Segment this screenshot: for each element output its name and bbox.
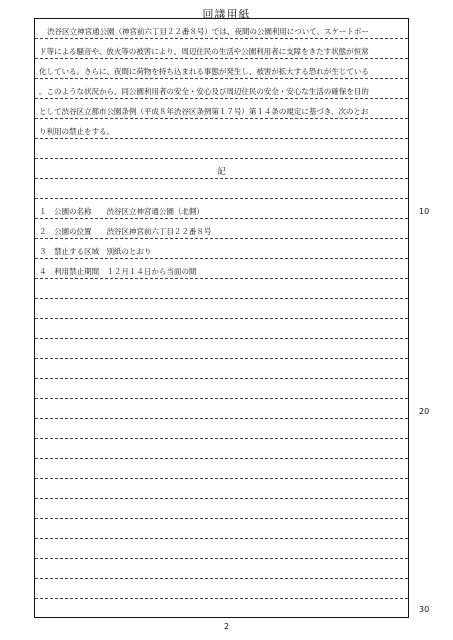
ruled-line bbox=[35, 319, 408, 339]
line-text: 化している。さらに、夜間に荷物を持ち込まれる事態が発生し、被害が拡大する恐れが生じている bbox=[39, 67, 369, 77]
ruled-line bbox=[35, 219, 408, 239]
ruled-line bbox=[35, 579, 408, 599]
ruled-line bbox=[35, 39, 408, 59]
line-text: ４ 利用禁止期間 １２月１４日から当面の間 bbox=[39, 267, 197, 277]
ruled-line bbox=[35, 419, 408, 439]
ruled-line bbox=[35, 439, 408, 459]
ruled-line bbox=[35, 459, 408, 479]
ruled-line bbox=[35, 399, 408, 419]
line-text: １ 公園の名称 渋谷区立神宮通公園（北側） bbox=[39, 207, 204, 217]
page-number: 2 bbox=[223, 622, 230, 631]
ruled-line bbox=[35, 559, 408, 579]
line-number-10: 10 bbox=[419, 207, 430, 216]
ruled-line bbox=[35, 499, 408, 519]
ruled-line bbox=[35, 179, 408, 199]
line-text: ２ 公園の位置 渋谷区神宮前六丁目２２番８号 bbox=[39, 227, 212, 237]
ruled-line bbox=[35, 379, 408, 399]
ruled-line bbox=[35, 479, 408, 499]
ruled-line bbox=[35, 239, 408, 259]
line-text: として渋谷区立都市公園条例（平成８年渋谷区条例第１７号）第１４条の規定に基づき、次のとお bbox=[39, 107, 369, 117]
ruled-line bbox=[35, 299, 408, 319]
line-text: り利用の禁止をする。 bbox=[39, 127, 114, 137]
ruled-line bbox=[35, 279, 408, 299]
ruled-line bbox=[35, 159, 408, 179]
notation-heading: 記 bbox=[217, 166, 226, 177]
ruled-line bbox=[35, 199, 408, 219]
line-text: 。このような状況から、同公園利用者の安全・安心及び周辺住民の安全・安心な生活の確保を目的 bbox=[39, 87, 369, 97]
ruled-line bbox=[35, 359, 408, 379]
form-title: 回議用紙 bbox=[202, 8, 251, 21]
ruled-line bbox=[35, 59, 408, 79]
ruled-line bbox=[35, 259, 408, 279]
ruled-line bbox=[35, 79, 408, 99]
ruled-form-frame bbox=[34, 18, 409, 618]
ruled-line bbox=[35, 99, 408, 119]
line-text: ド等による騒音や、放火等の被害により、周辺住民の生活や公園利用者に支障をきたす状態が恒常 bbox=[39, 47, 369, 57]
line-text: ３ 禁止する区域 別紙のとおり bbox=[39, 247, 152, 257]
ruled-line bbox=[35, 519, 408, 539]
ruled-line bbox=[35, 339, 408, 359]
ruled-line bbox=[35, 119, 408, 139]
ruled-line bbox=[35, 599, 408, 619]
line-number-20: 20 bbox=[419, 407, 430, 416]
line-text: 渋谷区立神宮通公園（神宮前六丁目２２番８号）では、夜間の公園利用について、スケートボー bbox=[47, 27, 369, 37]
ruled-line bbox=[35, 539, 408, 559]
ruled-line bbox=[35, 19, 408, 39]
line-number-30: 30 bbox=[419, 605, 430, 614]
ruled-line bbox=[35, 139, 408, 159]
